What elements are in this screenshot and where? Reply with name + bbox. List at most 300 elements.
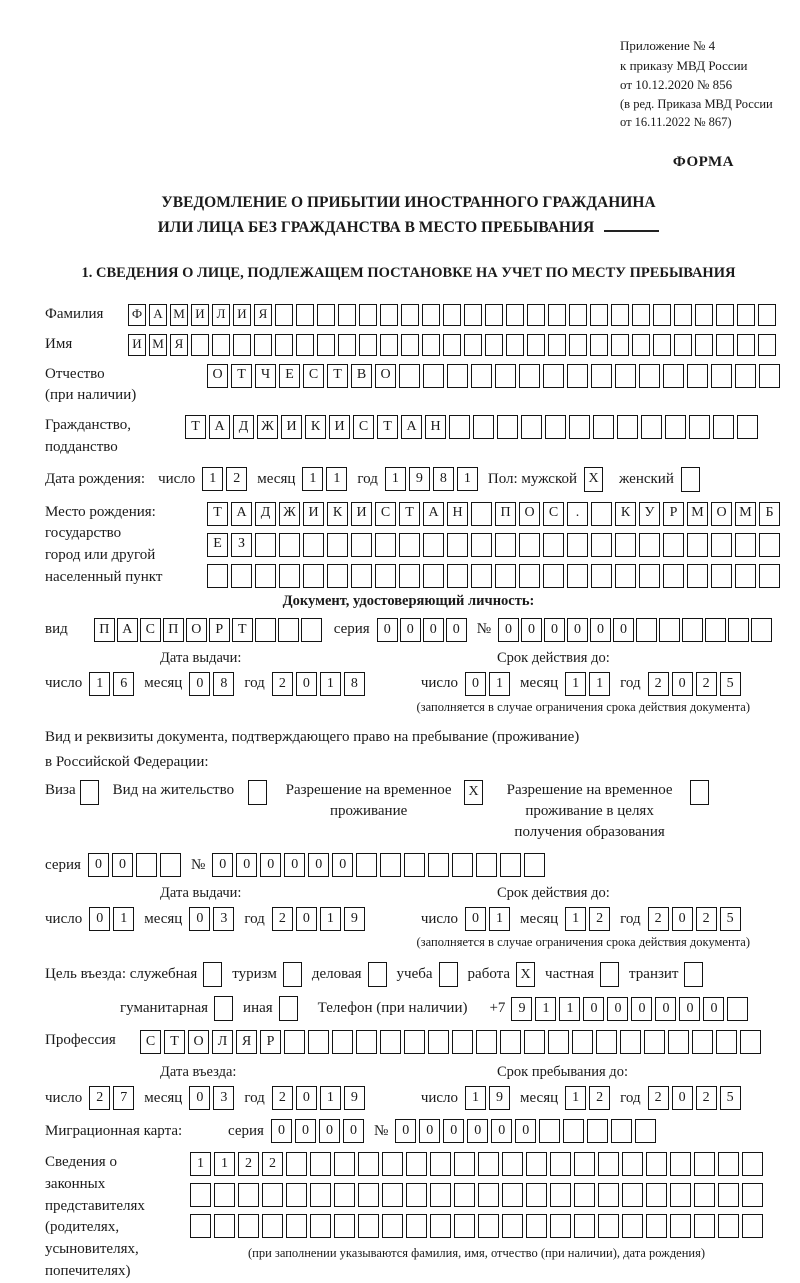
char-cell[interactable]: 0 xyxy=(567,618,588,642)
char-cell[interactable]: С xyxy=(140,1030,161,1054)
char-cell[interactable]: 9 xyxy=(344,907,365,931)
char-cell[interactable] xyxy=(497,415,518,439)
char-cell[interactable] xyxy=(254,334,272,356)
char-cell[interactable] xyxy=(644,1030,665,1054)
char-cell[interactable]: 8 xyxy=(213,672,234,696)
char-cell[interactable] xyxy=(527,334,545,356)
purpose-official-cell[interactable] xyxy=(203,962,222,987)
char-cell[interactable] xyxy=(278,618,299,642)
char-cell[interactable] xyxy=(727,997,748,1021)
char-cell[interactable] xyxy=(759,533,780,557)
char-cell[interactable] xyxy=(160,853,181,877)
char-cell[interactable] xyxy=(500,853,521,877)
char-cell[interactable] xyxy=(519,364,540,388)
char-cell[interactable]: Т xyxy=(327,364,348,388)
char-cell[interactable]: 0 xyxy=(189,907,210,931)
char-cell[interactable]: 0 xyxy=(319,1119,340,1143)
char-cell[interactable] xyxy=(401,334,419,356)
char-cell[interactable]: 0 xyxy=(521,618,542,642)
char-cell[interactable]: 0 xyxy=(672,907,693,931)
char-cell[interactable]: 0 xyxy=(544,618,565,642)
char-cell[interactable] xyxy=(454,1152,475,1176)
char-cell[interactable] xyxy=(334,1183,355,1207)
purpose-tourism-cell[interactable] xyxy=(283,962,302,987)
char-cell[interactable] xyxy=(303,564,324,588)
char-cell[interactable]: 2 xyxy=(648,907,669,931)
char-cell[interactable] xyxy=(567,364,588,388)
char-cell[interactable] xyxy=(380,1030,401,1054)
char-cell[interactable] xyxy=(382,1183,403,1207)
char-cell[interactable] xyxy=(359,334,377,356)
char-cell[interactable]: С xyxy=(543,502,564,526)
char-cell[interactable]: Ч xyxy=(255,364,276,388)
char-cell[interactable]: К xyxy=(615,502,636,526)
char-cell[interactable]: А xyxy=(209,415,230,439)
char-cell[interactable] xyxy=(526,1152,547,1176)
char-cell[interactable] xyxy=(692,1030,713,1054)
char-cell[interactable]: М xyxy=(735,502,756,526)
char-cell[interactable] xyxy=(550,1152,571,1176)
char-cell[interactable] xyxy=(286,1214,307,1238)
char-cell[interactable] xyxy=(728,618,749,642)
char-cell[interactable] xyxy=(495,564,516,588)
char-cell[interactable]: 8 xyxy=(344,672,365,696)
char-cell[interactable] xyxy=(615,533,636,557)
char-cell[interactable] xyxy=(611,1119,632,1143)
char-cell[interactable]: Д xyxy=(233,415,254,439)
char-cell[interactable] xyxy=(622,1152,643,1176)
char-cell[interactable] xyxy=(262,1183,283,1207)
char-cell[interactable] xyxy=(473,415,494,439)
char-cell[interactable] xyxy=(296,334,314,356)
char-cell[interactable] xyxy=(275,304,293,326)
char-cell[interactable] xyxy=(310,1152,331,1176)
char-cell[interactable] xyxy=(526,1183,547,1207)
char-cell[interactable] xyxy=(428,1030,449,1054)
char-cell[interactable] xyxy=(615,564,636,588)
char-cell[interactable] xyxy=(454,1214,475,1238)
char-cell[interactable] xyxy=(735,564,756,588)
char-cell[interactable] xyxy=(615,364,636,388)
char-cell[interactable] xyxy=(524,1030,545,1054)
char-cell[interactable]: О xyxy=(375,364,396,388)
char-cell[interactable]: 1 xyxy=(489,672,510,696)
char-cell[interactable]: 1 xyxy=(89,672,110,696)
char-cell[interactable] xyxy=(632,334,650,356)
char-cell[interactable] xyxy=(212,334,230,356)
char-cell[interactable] xyxy=(591,564,612,588)
char-cell[interactable]: 2 xyxy=(696,672,717,696)
char-cell[interactable] xyxy=(548,304,566,326)
char-cell[interactable] xyxy=(502,1214,523,1238)
char-cell[interactable] xyxy=(569,415,590,439)
char-cell[interactable]: Л xyxy=(212,304,230,326)
char-cell[interactable] xyxy=(635,1119,656,1143)
char-cell[interactable]: О xyxy=(207,364,228,388)
char-cell[interactable] xyxy=(478,1183,499,1207)
char-cell[interactable]: Р xyxy=(209,618,230,642)
char-cell[interactable]: П xyxy=(163,618,184,642)
char-cell[interactable] xyxy=(399,564,420,588)
char-cell[interactable]: 1 xyxy=(565,672,586,696)
char-cell[interactable] xyxy=(641,415,662,439)
char-cell[interactable] xyxy=(695,334,713,356)
char-cell[interactable]: 0 xyxy=(308,853,329,877)
char-cell[interactable] xyxy=(527,304,545,326)
char-cell[interactable] xyxy=(694,1152,715,1176)
char-cell[interactable] xyxy=(682,618,703,642)
char-cell[interactable]: А xyxy=(149,304,167,326)
char-cell[interactable]: 1 xyxy=(320,672,341,696)
char-cell[interactable] xyxy=(718,1183,739,1207)
char-cell[interactable] xyxy=(452,1030,473,1054)
char-cell[interactable] xyxy=(716,304,734,326)
char-cell[interactable] xyxy=(663,564,684,588)
char-cell[interactable]: С xyxy=(140,618,161,642)
char-cell[interactable]: 0 xyxy=(419,1119,440,1143)
char-cell[interactable] xyxy=(485,334,503,356)
char-cell[interactable] xyxy=(611,334,629,356)
char-cell[interactable]: О xyxy=(519,502,540,526)
char-cell[interactable] xyxy=(275,334,293,356)
char-cell[interactable] xyxy=(310,1183,331,1207)
char-cell[interactable]: О xyxy=(711,502,732,526)
char-cell[interactable]: 1 xyxy=(326,467,347,491)
char-cell[interactable] xyxy=(207,564,228,588)
char-cell[interactable] xyxy=(406,1183,427,1207)
char-cell[interactable]: 0 xyxy=(583,997,604,1021)
char-cell[interactable] xyxy=(338,334,356,356)
char-cell[interactable] xyxy=(716,1030,737,1054)
char-cell[interactable]: И xyxy=(128,334,146,356)
char-cell[interactable] xyxy=(334,1152,355,1176)
char-cell[interactable] xyxy=(476,853,497,877)
char-cell[interactable]: 2 xyxy=(262,1152,283,1176)
char-cell[interactable]: 0 xyxy=(672,1086,693,1110)
char-cell[interactable] xyxy=(190,1214,211,1238)
char-cell[interactable] xyxy=(574,1183,595,1207)
char-cell[interactable] xyxy=(759,564,780,588)
char-cell[interactable]: 0 xyxy=(613,618,634,642)
char-cell[interactable] xyxy=(670,1152,691,1176)
char-cell[interactable] xyxy=(423,364,444,388)
char-cell[interactable] xyxy=(646,1214,667,1238)
char-cell[interactable]: С xyxy=(303,364,324,388)
char-cell[interactable]: 0 xyxy=(212,853,233,877)
char-cell[interactable]: 9 xyxy=(344,1086,365,1110)
char-cell[interactable] xyxy=(471,533,492,557)
char-cell[interactable] xyxy=(255,564,276,588)
char-cell[interactable]: Ж xyxy=(257,415,278,439)
char-cell[interactable] xyxy=(526,1214,547,1238)
char-cell[interactable] xyxy=(519,564,540,588)
char-cell[interactable] xyxy=(284,1030,305,1054)
char-cell[interactable] xyxy=(718,1214,739,1238)
char-cell[interactable]: 0 xyxy=(400,618,421,642)
char-cell[interactable]: 0 xyxy=(332,853,353,877)
char-cell[interactable] xyxy=(567,533,588,557)
char-cell[interactable]: 0 xyxy=(672,672,693,696)
char-cell[interactable]: Т xyxy=(232,618,253,642)
char-cell[interactable]: Л xyxy=(212,1030,233,1054)
char-cell[interactable] xyxy=(543,564,564,588)
char-cell[interactable]: Н xyxy=(425,415,446,439)
char-cell[interactable]: Т xyxy=(377,415,398,439)
char-cell[interactable]: 1 xyxy=(190,1152,211,1176)
char-cell[interactable]: 0 xyxy=(395,1119,416,1143)
char-cell[interactable]: А xyxy=(401,415,422,439)
char-cell[interactable] xyxy=(286,1152,307,1176)
char-cell[interactable]: Н xyxy=(447,502,468,526)
char-cell[interactable] xyxy=(711,533,732,557)
char-cell[interactable] xyxy=(593,415,614,439)
char-cell[interactable]: 0 xyxy=(260,853,281,877)
purpose-business-cell[interactable] xyxy=(368,962,387,987)
char-cell[interactable]: 2 xyxy=(648,1086,669,1110)
char-cell[interactable] xyxy=(759,364,780,388)
char-cell[interactable] xyxy=(279,533,300,557)
purpose-study-cell[interactable] xyxy=(439,962,458,987)
char-cell[interactable] xyxy=(758,304,776,326)
char-cell[interactable] xyxy=(674,334,692,356)
char-cell[interactable] xyxy=(550,1214,571,1238)
char-cell[interactable] xyxy=(689,415,710,439)
char-cell[interactable] xyxy=(443,304,461,326)
char-cell[interactable] xyxy=(751,618,772,642)
char-cell[interactable] xyxy=(735,533,756,557)
char-cell[interactable]: 7 xyxy=(113,1086,134,1110)
char-cell[interactable] xyxy=(296,304,314,326)
char-cell[interactable] xyxy=(478,1214,499,1238)
char-cell[interactable]: Ж xyxy=(279,502,300,526)
char-cell[interactable]: Я xyxy=(254,304,272,326)
char-cell[interactable]: 2 xyxy=(648,672,669,696)
char-cell[interactable] xyxy=(279,564,300,588)
char-cell[interactable] xyxy=(506,304,524,326)
char-cell[interactable]: 0 xyxy=(465,907,486,931)
char-cell[interactable]: 0 xyxy=(284,853,305,877)
char-cell[interactable] xyxy=(550,1183,571,1207)
char-cell[interactable] xyxy=(591,533,612,557)
char-cell[interactable] xyxy=(231,564,252,588)
char-cell[interactable] xyxy=(495,364,516,388)
char-cell[interactable] xyxy=(191,334,209,356)
char-cell[interactable] xyxy=(639,364,660,388)
char-cell[interactable]: 1 xyxy=(320,907,341,931)
char-cell[interactable]: 0 xyxy=(88,853,109,877)
char-cell[interactable] xyxy=(519,533,540,557)
char-cell[interactable] xyxy=(238,1183,259,1207)
temp-residence-edu-cell[interactable] xyxy=(690,780,709,805)
char-cell[interactable]: Я xyxy=(236,1030,257,1054)
char-cell[interactable]: У xyxy=(639,502,660,526)
char-cell[interactable]: 1 xyxy=(214,1152,235,1176)
char-cell[interactable] xyxy=(636,618,657,642)
char-cell[interactable]: 0 xyxy=(271,1119,292,1143)
char-cell[interactable] xyxy=(317,304,335,326)
char-cell[interactable] xyxy=(622,1183,643,1207)
char-cell[interactable]: Е xyxy=(207,533,228,557)
char-cell[interactable] xyxy=(663,364,684,388)
char-cell[interactable] xyxy=(286,1183,307,1207)
char-cell[interactable] xyxy=(423,564,444,588)
char-cell[interactable] xyxy=(214,1214,235,1238)
char-cell[interactable]: 2 xyxy=(589,1086,610,1110)
char-cell[interactable]: 2 xyxy=(89,1086,110,1110)
char-cell[interactable]: 2 xyxy=(272,907,293,931)
char-cell[interactable] xyxy=(327,564,348,588)
char-cell[interactable] xyxy=(590,334,608,356)
char-cell[interactable] xyxy=(382,1152,403,1176)
char-cell[interactable] xyxy=(449,415,470,439)
char-cell[interactable] xyxy=(380,334,398,356)
char-cell[interactable] xyxy=(567,564,588,588)
char-cell[interactable] xyxy=(653,304,671,326)
char-cell[interactable]: И xyxy=(329,415,350,439)
char-cell[interactable]: 1 xyxy=(465,1086,486,1110)
char-cell[interactable] xyxy=(310,1214,331,1238)
char-cell[interactable] xyxy=(430,1183,451,1207)
char-cell[interactable] xyxy=(668,1030,689,1054)
char-cell[interactable]: Т xyxy=(164,1030,185,1054)
char-cell[interactable] xyxy=(598,1152,619,1176)
char-cell[interactable]: 0 xyxy=(296,907,317,931)
char-cell[interactable]: 0 xyxy=(296,672,317,696)
char-cell[interactable] xyxy=(338,304,356,326)
char-cell[interactable]: Б xyxy=(759,502,780,526)
char-cell[interactable] xyxy=(506,334,524,356)
char-cell[interactable] xyxy=(611,304,629,326)
char-cell[interactable] xyxy=(711,564,732,588)
char-cell[interactable] xyxy=(545,415,566,439)
char-cell[interactable]: 1 xyxy=(489,907,510,931)
char-cell[interactable]: 0 xyxy=(443,1119,464,1143)
char-cell[interactable]: 2 xyxy=(272,1086,293,1110)
char-cell[interactable] xyxy=(255,533,276,557)
char-cell[interactable] xyxy=(639,564,660,588)
char-cell[interactable]: 0 xyxy=(295,1119,316,1143)
char-cell[interactable]: 3 xyxy=(213,1086,234,1110)
char-cell[interactable]: 1 xyxy=(535,997,556,1021)
char-cell[interactable] xyxy=(500,1030,521,1054)
char-cell[interactable] xyxy=(464,334,482,356)
char-cell[interactable] xyxy=(694,1183,715,1207)
char-cell[interactable]: 1 xyxy=(113,907,134,931)
char-cell[interactable] xyxy=(622,1214,643,1238)
char-cell[interactable] xyxy=(548,334,566,356)
char-cell[interactable]: А xyxy=(117,618,138,642)
char-cell[interactable]: Т xyxy=(185,415,206,439)
char-cell[interactable]: 6 xyxy=(113,672,134,696)
char-cell[interactable] xyxy=(695,304,713,326)
purpose-other-cell[interactable] xyxy=(279,996,298,1021)
char-cell[interactable]: З xyxy=(231,533,252,557)
char-cell[interactable]: 0 xyxy=(446,618,467,642)
char-cell[interactable]: 9 xyxy=(409,467,430,491)
char-cell[interactable]: 2 xyxy=(696,907,717,931)
char-cell[interactable]: М xyxy=(170,304,188,326)
char-cell[interactable]: 1 xyxy=(565,1086,586,1110)
char-cell[interactable] xyxy=(663,533,684,557)
char-cell[interactable] xyxy=(375,533,396,557)
char-cell[interactable]: 2 xyxy=(272,672,293,696)
char-cell[interactable] xyxy=(358,1214,379,1238)
char-cell[interactable] xyxy=(711,364,732,388)
char-cell[interactable]: Е xyxy=(279,364,300,388)
char-cell[interactable] xyxy=(591,364,612,388)
char-cell[interactable] xyxy=(569,304,587,326)
char-cell[interactable] xyxy=(665,415,686,439)
char-cell[interactable] xyxy=(646,1152,667,1176)
char-cell[interactable]: 0 xyxy=(377,618,398,642)
char-cell[interactable]: 1 xyxy=(202,467,223,491)
char-cell[interactable] xyxy=(716,334,734,356)
char-cell[interactable]: 0 xyxy=(655,997,676,1021)
char-cell[interactable]: 1 xyxy=(559,997,580,1021)
char-cell[interactable]: 0 xyxy=(296,1086,317,1110)
char-cell[interactable]: 0 xyxy=(189,1086,210,1110)
char-cell[interactable]: 9 xyxy=(489,1086,510,1110)
char-cell[interactable]: Я xyxy=(170,334,188,356)
char-cell[interactable] xyxy=(742,1214,763,1238)
char-cell[interactable] xyxy=(399,533,420,557)
char-cell[interactable] xyxy=(351,564,372,588)
char-cell[interactable] xyxy=(406,1214,427,1238)
char-cell[interactable] xyxy=(334,1214,355,1238)
char-cell[interactable] xyxy=(401,304,419,326)
char-cell[interactable] xyxy=(430,1214,451,1238)
sex-male-cell[interactable]: X xyxy=(584,467,603,492)
char-cell[interactable] xyxy=(233,334,251,356)
char-cell[interactable] xyxy=(423,533,444,557)
char-cell[interactable] xyxy=(687,564,708,588)
char-cell[interactable]: 0 xyxy=(631,997,652,1021)
char-cell[interactable]: 9 xyxy=(511,997,532,1021)
char-cell[interactable] xyxy=(238,1214,259,1238)
char-cell[interactable]: 0 xyxy=(89,907,110,931)
char-cell[interactable]: 0 xyxy=(236,853,257,877)
char-cell[interactable] xyxy=(447,564,468,588)
purpose-private-cell[interactable] xyxy=(600,962,619,987)
char-cell[interactable] xyxy=(406,1152,427,1176)
char-cell[interactable] xyxy=(674,304,692,326)
char-cell[interactable] xyxy=(598,1183,619,1207)
char-cell[interactable] xyxy=(670,1214,691,1238)
char-cell[interactable] xyxy=(485,304,503,326)
char-cell[interactable] xyxy=(694,1214,715,1238)
char-cell[interactable]: Т xyxy=(399,502,420,526)
char-cell[interactable] xyxy=(659,618,680,642)
visa-cell[interactable] xyxy=(80,780,99,805)
char-cell[interactable] xyxy=(587,1119,608,1143)
char-cell[interactable]: 2 xyxy=(589,907,610,931)
char-cell[interactable]: 0 xyxy=(112,853,133,877)
char-cell[interactable] xyxy=(646,1183,667,1207)
char-cell[interactable] xyxy=(521,415,542,439)
purpose-humanitarian-cell[interactable] xyxy=(214,996,233,1021)
char-cell[interactable] xyxy=(569,334,587,356)
char-cell[interactable]: М xyxy=(687,502,708,526)
char-cell[interactable]: 5 xyxy=(720,907,741,931)
char-cell[interactable] xyxy=(447,364,468,388)
char-cell[interactable] xyxy=(502,1183,523,1207)
char-cell[interactable]: 0 xyxy=(590,618,611,642)
char-cell[interactable] xyxy=(317,334,335,356)
char-cell[interactable]: 1 xyxy=(565,907,586,931)
char-cell[interactable]: В xyxy=(351,364,372,388)
char-cell[interactable]: А xyxy=(423,502,444,526)
char-cell[interactable]: К xyxy=(305,415,326,439)
